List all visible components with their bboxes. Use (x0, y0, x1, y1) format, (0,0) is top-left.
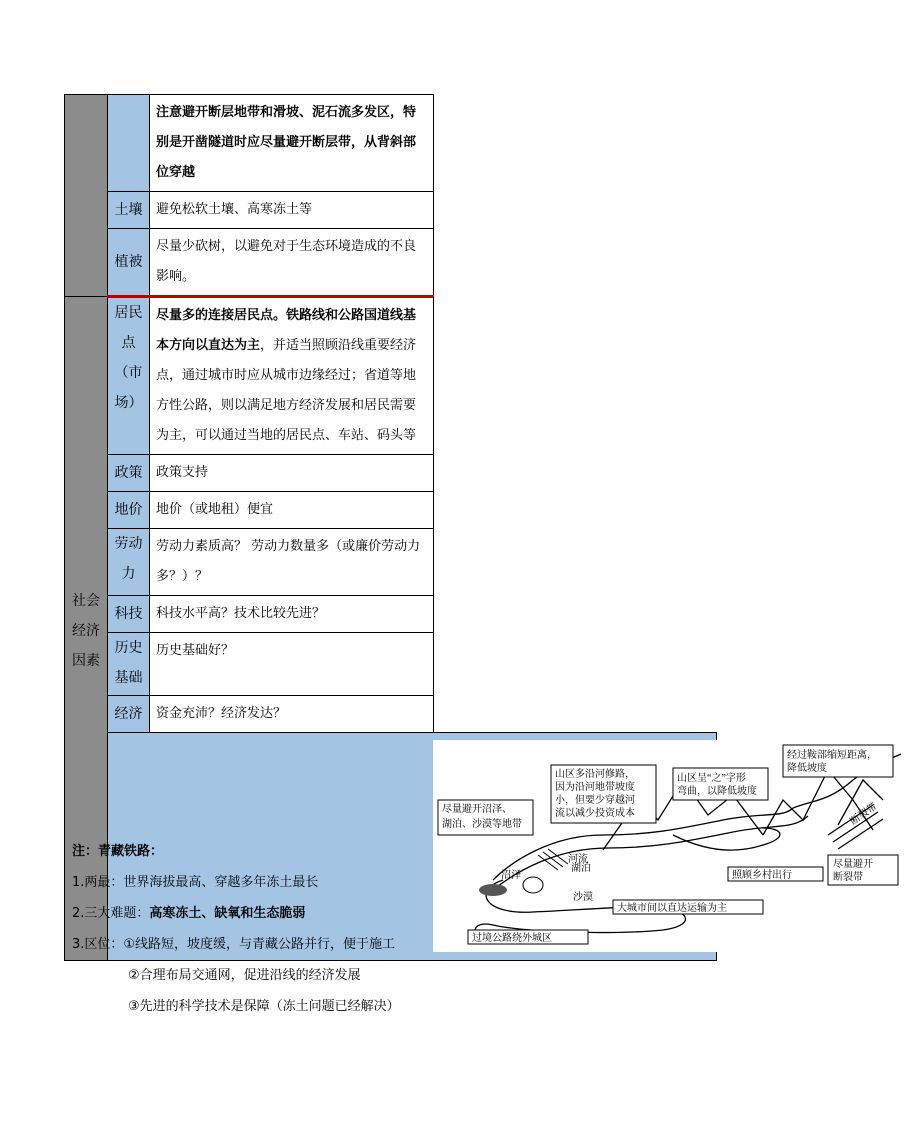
river-callout-line: 流以减少投资成本 (555, 808, 635, 819)
label-line: （市 (114, 365, 143, 381)
label-line: 历史 (114, 640, 143, 656)
row-desc-settlement (150, 297, 434, 455)
row-label-land-price: 地价 (108, 492, 150, 529)
river-callout-line: 因为沿河地带坡度 (555, 782, 635, 793)
row-label-empty (108, 95, 150, 192)
river-callout-line: 山区多沿河修路， (555, 769, 635, 780)
row-label-settlement (108, 297, 150, 455)
diagram-cell (433, 733, 880, 961)
notes-line-1: 1.两最：世界海拔最高、穿越多年冻土最长 (72, 875, 319, 890)
fault-callout-line: 尽量避开 (833, 859, 873, 870)
settlement-bold: 尽量多的连接居民点。铁路线和公路国道线基本方向以直达为主 (156, 308, 417, 353)
river-label: 河流 (568, 854, 588, 865)
notes-line-5: ③先进的科学技术是保障（冻土问题已经解决） (128, 999, 400, 1014)
row-desc-policy: 政策支持 (150, 455, 434, 492)
label-line: 力 (121, 566, 136, 582)
notes-section (72, 840, 400, 1026)
river-callout-line: 小，但要少穿越河 (555, 795, 635, 806)
row-label-soil: 土壤 (108, 192, 150, 229)
row-label-history (108, 633, 150, 696)
row-desc-labor: 劳动力素质高？ 劳动力数量多（或廉价劳动力多？）？ (150, 529, 434, 596)
row-desc-soil: 避免松软土壤、高寒冻土等 (150, 192, 434, 229)
notes-line-3: 3.区位：①线路短，坡度缓，与青藏公路并行，便于施工 (72, 937, 396, 952)
transit-callout: 过境公路绕外城区 (472, 933, 552, 944)
label-line: 点 (121, 335, 136, 351)
row-desc-geology: 注意避开断层地带和滑坡、泥石流多发区，特别是开凿隧道时应尽量避开断层带，从背斜部位穿越 (150, 95, 434, 192)
row-desc-technology: 科技水平高？技术比较先进？ (150, 596, 434, 633)
label-line: 劳动 (114, 536, 143, 552)
swamp-callout-line: 尽量避开沼泽、 (442, 804, 512, 815)
location-factors-table (64, 94, 880, 961)
row-desc-vegetation: 尽量少砍树，以避免对于生态环境造成的不良影响。 (150, 229, 434, 297)
row-label-economy: 经济 (108, 696, 150, 733)
city-callout: 大城市间以直达运输为主 (617, 903, 727, 914)
settlement-rest: ，并适当照顾沿线重要经济点，通过城市时应从城市边缘经过；省道等地方性公路，则以满足地方经济发展和居民需要为主，可以通过当地的居民点、车站、码头等 (156, 338, 417, 443)
fault-callout-line: 断裂带 (833, 872, 863, 883)
row-label-technology: 科技 (108, 596, 150, 633)
category-char: 因素 (72, 652, 100, 669)
saddle-callout-line: 经过鞍部缩短距离， (787, 750, 877, 761)
village-callout: 照顾乡村出行 (732, 870, 792, 881)
notes-line-2-bold: 高寒冻土、缺氧和生态脆弱 (149, 906, 306, 921)
row-label-policy: 政策 (108, 455, 150, 492)
row-desc-history: 历史基础好？ (150, 633, 434, 696)
fault-zone-label: 断裂带 (848, 801, 880, 828)
saddle-callout-line: 降低坡度 (787, 763, 827, 774)
notes-title: 注：青藏铁路： (72, 844, 164, 859)
label-line: 基础 (114, 670, 143, 686)
notes-line-2-prefix: 2.三大难题： (72, 906, 150, 921)
label-line: 居民 (114, 305, 143, 321)
zigzag-callout-line: 山区呈“之”字形 (677, 773, 746, 784)
category-cell-natural (65, 95, 108, 297)
category-char: 经济 (72, 622, 100, 639)
swamp-callout-line: 湖泊、沙漠等地带 (442, 819, 522, 830)
notes-line-2 (72, 902, 400, 933)
row-desc-economy: 资金充沛？经济发达？ (150, 696, 434, 733)
notes-line-4: ②合理布局交通网，促进沿线的经济发展 (128, 968, 361, 983)
lake-label: 湖泊 (571, 863, 591, 874)
route-diagram (433, 740, 923, 952)
category-char: 社会 (72, 592, 100, 609)
desert-label: 沙漠 (573, 892, 593, 903)
swamp-label: 沼泽 (501, 870, 521, 881)
zigzag-callout-line: 弯曲，以降低坡度 (677, 786, 757, 797)
row-label-labor (108, 529, 150, 596)
label-line: 场） (114, 395, 143, 411)
row-desc-land-price: 地价（或地租）便宜 (150, 492, 434, 529)
row-label-vegetation: 植被 (108, 229, 150, 297)
